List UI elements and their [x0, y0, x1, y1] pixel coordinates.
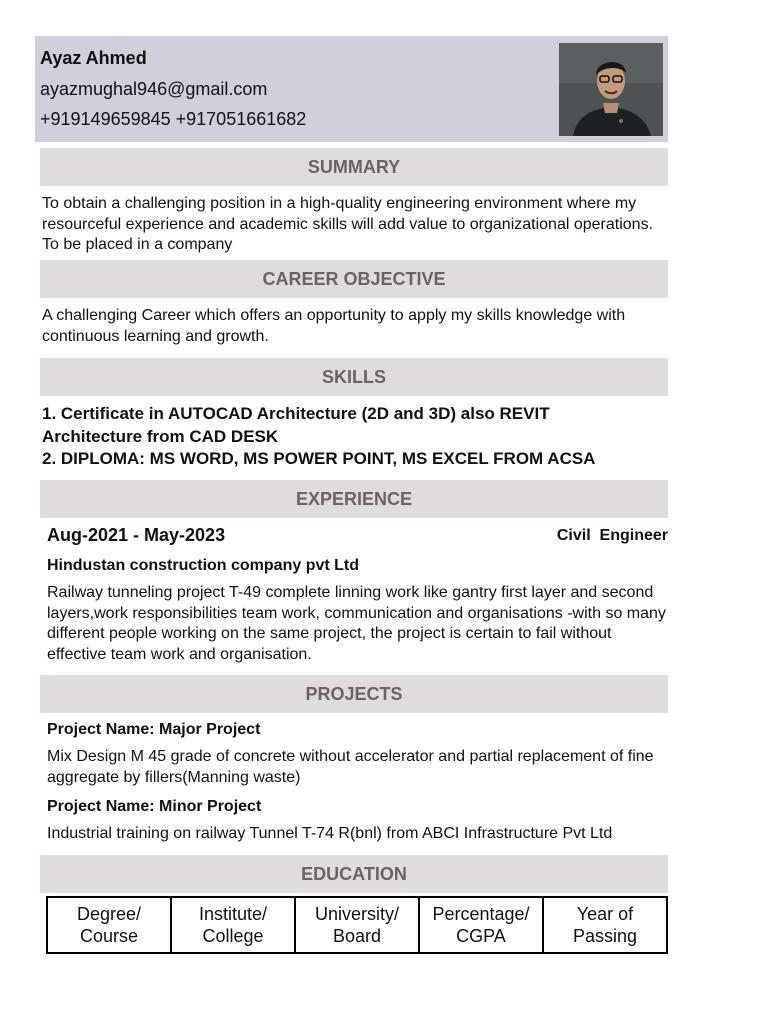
candidate-phone: +919149659845 +917051661682	[40, 109, 307, 129]
experience-description: Railway tunneling project T-49 complete linning work like gantry first layer and second layers,work responsibilities team work, communication and organisations -with so many different people working on the same project, the project is certain to fail without effective team work and organisation.	[47, 584, 666, 663]
projects-heading: PROJECTS	[40, 675, 668, 713]
education-column-header: University/ Board	[296, 898, 420, 952]
skill-item-2: 2. DIPLOMA: MS WORD, MS POWER POINT, MS EXCEL FROM ACSA	[42, 449, 596, 468]
major-project-description: Mix Design M 45 grade of concrete without accelerator and partial replacement of fine aggregate by fillers(Manning waste)	[47, 748, 654, 786]
profile-photo	[559, 43, 663, 136]
summary-text: To obtain a challenging position in a high-quality engineering environment where my resourceful experience and academic skills will add value to organizational operations. To be placed in a company	[42, 195, 654, 253]
education-column-header: Year of Passing	[572, 904, 638, 946]
education-column-header: Percentage/ CGPA	[420, 898, 544, 952]
education-column-header: Institute/ College	[172, 898, 296, 952]
education-heading: EDUCATION	[40, 855, 668, 893]
summary-heading: SUMMARY	[40, 148, 668, 186]
experience-heading: EXPERIENCE	[40, 480, 668, 518]
minor-project-name: Project Name: Minor Project	[47, 798, 262, 815]
education-table	[46, 896, 668, 954]
experience-company: Hindustan construction company pvt Ltd	[47, 557, 360, 574]
profile-photo-image	[559, 43, 663, 136]
experience-role: Civil Engineer	[556, 527, 668, 544]
career-objective-text: A challenging Career which offers an opportunity to apply my skills knowledge with continuous learning and growth.	[42, 307, 626, 345]
resume-header	[35, 36, 668, 142]
minor-project-description: Industrial training on railway Tunnel T-74 R(bnl) from ABCI Infrastructure Pvt Ltd	[47, 825, 613, 842]
candidate-name: Ayaz Ahmed	[40, 48, 147, 68]
skill-item-1: 1. Certificate in AUTOCAD Architecture (2D and 3D) also REVIT Architecture from CAD DESK	[42, 404, 550, 446]
education-column-header: Degree/ Course	[48, 898, 172, 952]
candidate-email: ayazmughal946@gmail.com	[40, 79, 268, 99]
skills-heading: SKILLS	[40, 358, 668, 396]
experience-dates: Aug-2021 - May-2023	[47, 525, 226, 545]
major-project-name: Project Name: Major Project	[47, 721, 261, 738]
career-objective-heading: CAREER OBJECTIVE	[40, 260, 668, 298]
